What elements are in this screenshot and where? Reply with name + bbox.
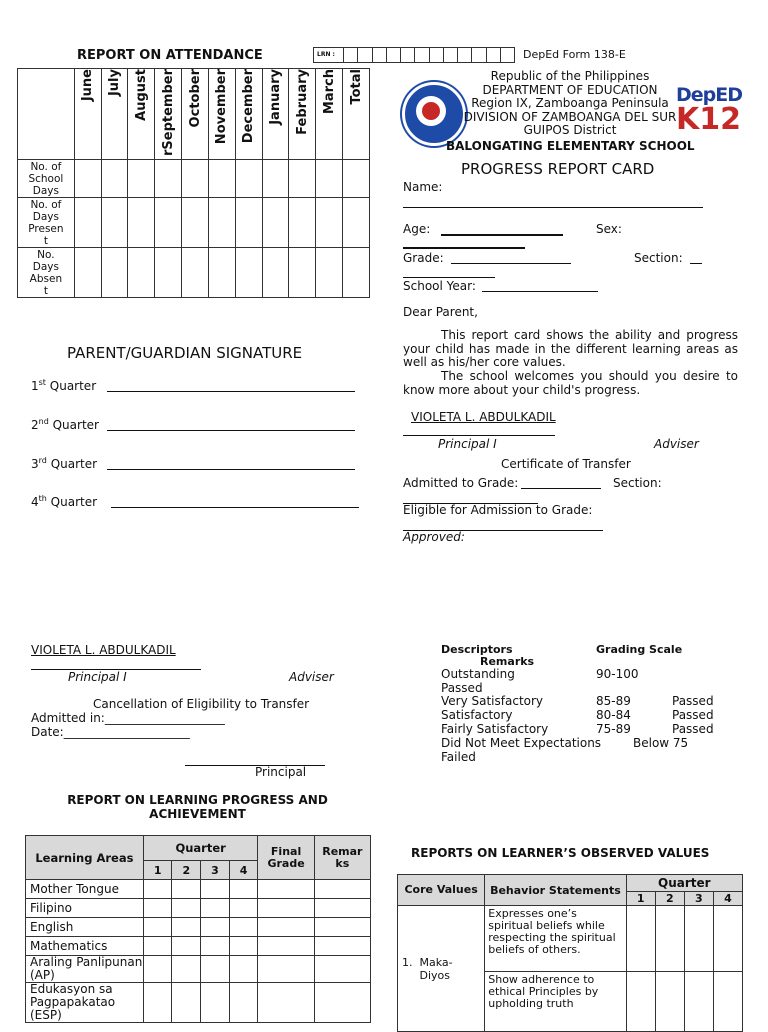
attendance-cell[interactable] bbox=[128, 248, 155, 298]
quarter-text: Quarter bbox=[46, 457, 98, 471]
days-present-label: No. of Days Presen t bbox=[28, 198, 64, 247]
grade-cell[interactable] bbox=[258, 937, 314, 956]
attendance-cell[interactable] bbox=[74, 198, 101, 248]
quarter-number: 1 bbox=[31, 379, 39, 393]
section-line[interactable] bbox=[690, 263, 702, 264]
grading-scale-value: 85-89 bbox=[596, 694, 631, 708]
grade-cell[interactable] bbox=[201, 880, 230, 899]
quarter-suffix: th bbox=[38, 494, 47, 503]
deped-seal-logo bbox=[402, 82, 460, 140]
month-label: January bbox=[268, 69, 283, 125]
section-label: Section: bbox=[634, 251, 683, 265]
remarks-value: Passed bbox=[441, 681, 483, 695]
header-line2: DEPARTMENT OF EDUCATION bbox=[482, 82, 658, 97]
learning-area-name: Mathematics bbox=[26, 937, 144, 956]
cancellation-admitted[interactable]: Admitted in:____________________ bbox=[31, 711, 225, 725]
lrn-digit-box[interactable] bbox=[458, 48, 472, 62]
quarter-signature-label bbox=[31, 456, 97, 471]
lrn-digit-box[interactable] bbox=[430, 48, 444, 62]
attendance-cell[interactable] bbox=[74, 160, 101, 198]
principal-name-2: VIOLETA L. ABDULKADIL bbox=[31, 643, 176, 657]
lrn-digit-box[interactable] bbox=[487, 48, 501, 62]
values-title: REPORTS ON LEARNER’S OBSERVED VALUES bbox=[411, 846, 710, 860]
lrn-digit-box[interactable] bbox=[344, 48, 358, 62]
month-label: November bbox=[214, 69, 230, 145]
grade-cell[interactable] bbox=[201, 899, 230, 918]
transfer-section-label: Section: bbox=[613, 476, 662, 490]
month-label: March bbox=[321, 69, 337, 115]
month-header bbox=[182, 69, 209, 160]
attendance-row-school-days bbox=[18, 160, 370, 198]
age-line[interactable] bbox=[441, 234, 563, 236]
lrn-digit-box[interactable] bbox=[373, 48, 387, 62]
salutation: Dear Parent, bbox=[403, 305, 478, 319]
approved-label: Approved: bbox=[403, 530, 465, 544]
grade-cell[interactable] bbox=[172, 937, 201, 956]
eligible-label: Eligible for Admission to Grade: bbox=[403, 503, 593, 517]
grade-cell[interactable] bbox=[143, 918, 172, 937]
lrn-digit-box[interactable] bbox=[387, 48, 401, 62]
row-label bbox=[18, 198, 75, 248]
month-label: February bbox=[294, 69, 310, 135]
grade-cell[interactable] bbox=[229, 899, 258, 918]
attendance-cell[interactable] bbox=[155, 160, 182, 198]
value-grade-cell[interactable] bbox=[655, 906, 684, 972]
descriptors-header: Descriptors bbox=[441, 643, 513, 656]
remarks-value: Passed bbox=[672, 722, 714, 736]
month-header bbox=[74, 69, 101, 160]
row-label bbox=[18, 160, 75, 198]
header-line3: Region IX, Zamboanga Peninsula bbox=[471, 96, 669, 111]
grade-cell[interactable] bbox=[258, 918, 314, 937]
attendance-cell[interactable] bbox=[289, 248, 316, 298]
behavior-statement: Expresses one’s spiritual beliefs while respecting the spiritual beliefs of others. bbox=[485, 906, 626, 972]
grade-cell[interactable] bbox=[201, 918, 230, 937]
month-label: rSeptember bbox=[160, 69, 176, 157]
cancellation-date[interactable]: Date:_____________________ bbox=[31, 725, 190, 739]
grade-cell[interactable] bbox=[258, 983, 314, 1023]
lrn-digit-box[interactable] bbox=[358, 48, 372, 62]
grade-cell[interactable] bbox=[201, 937, 230, 956]
school-days-label: No. of School Days bbox=[28, 160, 64, 197]
grade-cell[interactable] bbox=[143, 899, 172, 918]
learning-area-row bbox=[26, 956, 371, 983]
grade-cell[interactable] bbox=[172, 918, 201, 937]
signature-title: PARENT/GUARDIAN SIGNATURE bbox=[67, 344, 303, 362]
attendance-cell[interactable] bbox=[74, 248, 101, 298]
quarter-text: Quarter bbox=[48, 418, 99, 432]
remarks-col-header: Remar ks bbox=[314, 836, 370, 880]
descriptor-label: Outstanding bbox=[441, 667, 515, 681]
attendance-cell[interactable] bbox=[182, 248, 209, 298]
month-header bbox=[316, 69, 343, 160]
grading-scale-value: 80-84 bbox=[596, 708, 631, 722]
school-year-line[interactable] bbox=[482, 291, 598, 292]
attendance-cell[interactable] bbox=[316, 160, 343, 198]
attendance-cell[interactable] bbox=[343, 198, 370, 248]
grade-cell[interactable] bbox=[229, 918, 258, 937]
value-grade-cell[interactable] bbox=[713, 906, 742, 972]
remarks-value: Passed bbox=[672, 694, 714, 708]
quarter-signature-label bbox=[31, 378, 96, 393]
attendance-cell[interactable] bbox=[235, 248, 262, 298]
learning-area-name: Edukasyon sa Pagpapakatao (ESP) bbox=[26, 983, 144, 1023]
grade-cell[interactable] bbox=[229, 880, 258, 899]
quarter-number-header: 4 bbox=[229, 861, 258, 880]
school-year-label: School Year: bbox=[403, 279, 476, 293]
values-quarter-number: 3 bbox=[684, 892, 713, 906]
grade-cell[interactable] bbox=[258, 880, 314, 899]
quarter-number: 4 bbox=[31, 495, 39, 509]
header-line4: DIVISION OF ZAMBOANGA DEL SUR bbox=[463, 109, 677, 124]
grade-label: Grade: bbox=[403, 251, 444, 265]
grade-cell[interactable] bbox=[258, 956, 314, 983]
lrn-digit-box[interactable] bbox=[501, 48, 514, 62]
attendance-cell[interactable] bbox=[101, 198, 128, 248]
grade-cell[interactable] bbox=[229, 956, 258, 983]
lrn-label: LRN : bbox=[314, 48, 344, 62]
header-line1: Republic of the Philippines bbox=[490, 69, 650, 83]
behavior-header: Behavior Statements bbox=[485, 875, 626, 906]
grade-line[interactable] bbox=[451, 263, 571, 264]
quarter-signature-label bbox=[31, 417, 99, 432]
grade-cell[interactable] bbox=[201, 983, 230, 1023]
form-label: DepEd Form 138-E bbox=[523, 48, 626, 61]
descriptor-label: Satisfactory bbox=[441, 708, 513, 722]
attendance-cell[interactable] bbox=[343, 248, 370, 298]
name-label: Name: bbox=[403, 180, 443, 194]
grade-cell[interactable] bbox=[314, 918, 370, 937]
attendance-cell[interactable] bbox=[262, 198, 289, 248]
value-grade-cell[interactable] bbox=[626, 972, 655, 1032]
lrn-digit-box[interactable] bbox=[415, 48, 429, 62]
month-header bbox=[101, 69, 128, 160]
learning-areas-table bbox=[25, 835, 371, 1023]
core-values-header: Core Values bbox=[398, 875, 485, 906]
cancellation-title: Cancellation of Eligibility to Transfer bbox=[93, 697, 310, 711]
learning-area-row bbox=[26, 880, 371, 899]
descriptor-label: Very Satisfactory bbox=[441, 694, 544, 708]
value-grade-cell[interactable] bbox=[626, 906, 655, 972]
attendance-cell[interactable] bbox=[101, 248, 128, 298]
lrn-digit-box[interactable] bbox=[401, 48, 415, 62]
grade-cell[interactable] bbox=[314, 983, 370, 1023]
row-label bbox=[18, 248, 75, 298]
k12-logo-text: K12 bbox=[676, 102, 741, 137]
grade-cell[interactable] bbox=[314, 956, 370, 983]
values-quarter-number: 1 bbox=[626, 892, 655, 906]
age-label: Age: bbox=[403, 222, 431, 236]
attendance-row-absent bbox=[18, 248, 370, 298]
value-grade-cell[interactable] bbox=[684, 906, 713, 972]
attendance-cell[interactable] bbox=[101, 160, 128, 198]
quarter-suffix: st bbox=[38, 378, 46, 387]
header-line5: GUIPOS District bbox=[523, 123, 617, 138]
deped-k12-logo bbox=[676, 84, 743, 137]
quarter-number-header: 3 bbox=[201, 861, 230, 880]
quarter-number-header: 1 bbox=[143, 861, 172, 880]
behavior-statement: Show adherence to ethical Principles by upholding truth bbox=[485, 972, 626, 1032]
grade-cell[interactable] bbox=[201, 956, 230, 983]
lrn-digit-box[interactable] bbox=[444, 48, 458, 62]
principal-signature-line bbox=[403, 435, 555, 436]
attendance-cell[interactable] bbox=[208, 248, 235, 298]
attendance-row-present bbox=[18, 198, 370, 248]
grade-cell[interactable] bbox=[172, 880, 201, 899]
grading-scale-value: Below 75 bbox=[633, 736, 689, 750]
quarter-signature-label bbox=[31, 494, 97, 509]
grade-cell[interactable] bbox=[143, 983, 172, 1023]
values-quarter-number: 2 bbox=[655, 892, 684, 906]
month-header bbox=[262, 69, 289, 160]
adviser-title: Adviser bbox=[654, 437, 699, 451]
cancellation-principal: Principal bbox=[255, 765, 307, 779]
grade-cell[interactable] bbox=[143, 880, 172, 899]
values-quarter-header: Quarter bbox=[626, 875, 742, 892]
grading-scale-value: 90-100 bbox=[596, 667, 639, 681]
school-name: BALONGATING ELEMENTARY SCHOOL bbox=[446, 139, 695, 153]
quarter-signature-line[interactable] bbox=[107, 391, 355, 392]
attendance-cell[interactable] bbox=[155, 248, 182, 298]
lrn-field[interactable] bbox=[313, 47, 515, 63]
value-grade-cell[interactable] bbox=[655, 972, 684, 1032]
descriptor-label: Fairly Satisfactory bbox=[441, 722, 549, 736]
deped-logo-text: DepED bbox=[676, 84, 743, 106]
value-grade-cell[interactable] bbox=[713, 972, 742, 1032]
attendance-cell[interactable] bbox=[316, 198, 343, 248]
grade-cell[interactable] bbox=[172, 956, 201, 983]
attendance-cell[interactable] bbox=[128, 198, 155, 248]
attendance-cell[interactable] bbox=[262, 160, 289, 198]
quarter-suffix: nd bbox=[38, 417, 49, 426]
quarter-signature-line[interactable] bbox=[107, 430, 355, 431]
principal-title-2: Principal I bbox=[68, 670, 127, 684]
quarter-number-header: 2 bbox=[172, 861, 201, 880]
quarter-number: 3 bbox=[31, 457, 39, 471]
attendance-cell[interactable] bbox=[182, 160, 209, 198]
month-header bbox=[128, 69, 155, 160]
month-label: Total bbox=[348, 69, 364, 105]
core-values-table bbox=[397, 874, 743, 1032]
quarter-number: 2 bbox=[31, 418, 39, 432]
sex-label: Sex: bbox=[596, 222, 622, 236]
quarter-suffix: rd bbox=[38, 456, 47, 465]
principal-title: Principal I bbox=[438, 437, 497, 451]
value-grade-cell[interactable] bbox=[684, 972, 713, 1032]
grade-cell[interactable] bbox=[229, 983, 258, 1023]
quarter-text: Quarter bbox=[46, 495, 98, 509]
attendance-cell[interactable] bbox=[235, 198, 262, 248]
grading-scale-header: Grading Scale bbox=[596, 643, 683, 656]
quarter-header: Quarter bbox=[143, 836, 258, 861]
section-line-2[interactable] bbox=[403, 277, 495, 278]
lrn-digit-box[interactable] bbox=[472, 48, 486, 62]
school-header bbox=[460, 70, 680, 138]
admitted-to-grade-label: Admitted to Grade: bbox=[403, 476, 519, 490]
grade-cell[interactable] bbox=[229, 937, 258, 956]
month-header bbox=[235, 69, 262, 160]
attendance-cell[interactable] bbox=[289, 160, 316, 198]
attendance-cell[interactable] bbox=[208, 160, 235, 198]
learning-area-name: Filipino bbox=[26, 899, 144, 918]
grade-cell[interactable] bbox=[172, 983, 201, 1023]
attendance-table bbox=[17, 68, 370, 298]
learning-title: REPORT ON LEARNING PROGRESS AND ACHIEVEMENT bbox=[67, 793, 328, 821]
quarter-signature-line[interactable] bbox=[107, 469, 355, 470]
learning-area-row bbox=[26, 983, 371, 1023]
quarter-text: Quarter bbox=[45, 379, 97, 393]
grade-cell[interactable] bbox=[172, 899, 201, 918]
grade-cell[interactable] bbox=[314, 880, 370, 899]
sex-line[interactable] bbox=[403, 247, 525, 249]
month-header bbox=[208, 69, 235, 160]
learning-area-name: Araling Panlipunan (AP) bbox=[26, 956, 144, 983]
learning-area-row bbox=[26, 918, 371, 937]
remarks-value: Passed bbox=[672, 708, 714, 722]
principal-name: VIOLETA L. ABDULKADIL bbox=[411, 410, 556, 424]
attendance-cell[interactable] bbox=[208, 198, 235, 248]
grade-cell[interactable] bbox=[314, 899, 370, 918]
report-title: PROGRESS REPORT CARD bbox=[461, 160, 655, 178]
core-value-maka-diyos: 1. Maka- Diyos bbox=[398, 906, 485, 1032]
attendance-cell[interactable] bbox=[182, 198, 209, 248]
month-label: July bbox=[107, 69, 123, 97]
grading-scale-value: 75-89 bbox=[596, 722, 631, 736]
remarks-header: Remarks bbox=[480, 655, 535, 668]
attendance-cell[interactable] bbox=[343, 160, 370, 198]
grade-cell[interactable] bbox=[314, 937, 370, 956]
quarter-signature-line[interactable] bbox=[111, 507, 359, 508]
attendance-cell[interactable] bbox=[289, 198, 316, 248]
learning-areas-header: Learning Areas bbox=[26, 836, 144, 880]
learning-area-name: Mother Tongue bbox=[26, 880, 144, 899]
attendance-cell[interactable] bbox=[235, 160, 262, 198]
letter-paragraph-2: The school welcomes you should you desire to know more about your child's progress. bbox=[403, 369, 738, 397]
attendance-cell[interactable] bbox=[155, 198, 182, 248]
month-label: December bbox=[241, 69, 257, 144]
attendance-title: REPORT ON ATTENDANCE bbox=[77, 48, 263, 63]
grade-cell[interactable] bbox=[143, 937, 172, 956]
month-header bbox=[155, 69, 182, 160]
attendance-cell[interactable] bbox=[316, 248, 343, 298]
letter-paragraph-1: This report card shows the ability and progress your child has made in the different learning areas as well as his/her core values. bbox=[403, 328, 738, 369]
learning-area-name: English bbox=[26, 918, 144, 937]
month-label: August bbox=[133, 69, 149, 121]
month-label: October bbox=[187, 69, 203, 128]
final-grade-header: Final Grade bbox=[258, 836, 314, 880]
grade-cell[interactable] bbox=[258, 899, 314, 918]
days-absent-label: No. Days Absen t bbox=[29, 248, 63, 297]
values-quarter-number: 4 bbox=[713, 892, 742, 906]
month-label: June bbox=[80, 69, 96, 102]
month-header bbox=[289, 69, 316, 160]
remarks-value: Failed bbox=[441, 750, 476, 764]
name-line[interactable] bbox=[403, 207, 703, 208]
attendance-cell[interactable] bbox=[128, 160, 155, 198]
grade-cell[interactable] bbox=[143, 956, 172, 983]
descriptor-label: Did Not Meet Expectations bbox=[441, 736, 602, 750]
month-header bbox=[343, 69, 370, 160]
attendance-cell[interactable] bbox=[262, 248, 289, 298]
admitted-to-grade-line[interactable] bbox=[521, 488, 601, 489]
learning-area-row bbox=[26, 937, 371, 956]
learning-area-row bbox=[26, 899, 371, 918]
adviser-title-2: Adviser bbox=[289, 670, 334, 684]
transfer-title: Certificate of Transfer bbox=[501, 457, 631, 471]
